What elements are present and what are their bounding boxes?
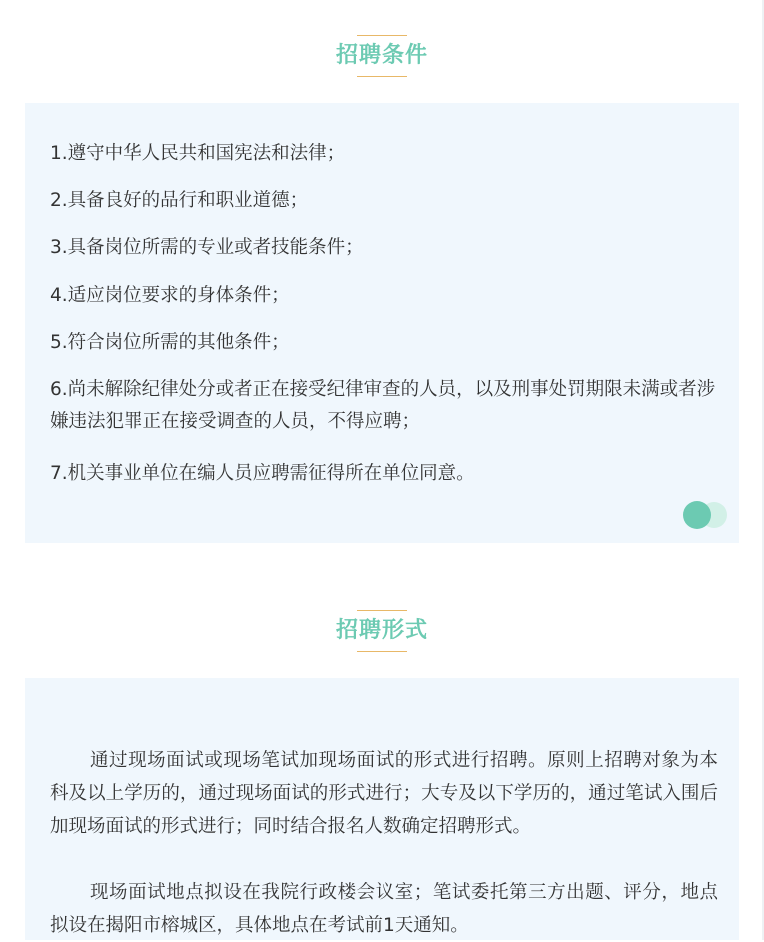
section-1-header — [0, 35, 764, 77]
list-item: 5.符合岗位所需的其他条件； — [50, 332, 290, 353]
title-bottom-line — [357, 76, 407, 77]
list-item: 7.机关事业单位在编人员应聘需征得所在单位同意。 — [50, 463, 475, 484]
list-item: 2.具备良好的品行和职业道德； — [50, 190, 309, 211]
paragraph: 现场面试地点拟设在我院行政楼会议室；笔试委托第三方出题、评分，地点拟设在揭阳市榕城区，具体地点在考试前1天通知。 — [50, 882, 718, 936]
section-1-panel — [25, 103, 739, 543]
section-1-title: 招聘条件 — [335, 43, 428, 68]
section-2-panel — [25, 678, 739, 940]
title-bottom-line — [357, 651, 407, 652]
list-item: 1.遵守中华人民共和国宪法和法律； — [50, 143, 346, 164]
paragraph: 通过现场面试或现场笔试加现场面试的形式进行招聘。原则上招聘对象为本科及以上学历的，通过现场面试的形式进行；大专及以下学历的，通过笔试入围后加现场面试的形式进行；同时结合报名人数确定招聘形式。 — [50, 750, 718, 837]
list-item: 6.尚未解除纪律处分或者正在接受纪律审查的人员，以及刑事处罚期限未满或者涉嫌违法犯罪正在接受调查的人员，不得应聘； — [50, 379, 716, 432]
list-item: 3.具备岗位所需的专业或者技能条件； — [50, 237, 364, 258]
section-2-header — [0, 610, 764, 652]
decorative-dots-icon — [683, 501, 727, 529]
list-item: 4.适应岗位要求的身体条件； — [50, 285, 290, 306]
section-2-title: 招聘形式 — [335, 618, 428, 643]
